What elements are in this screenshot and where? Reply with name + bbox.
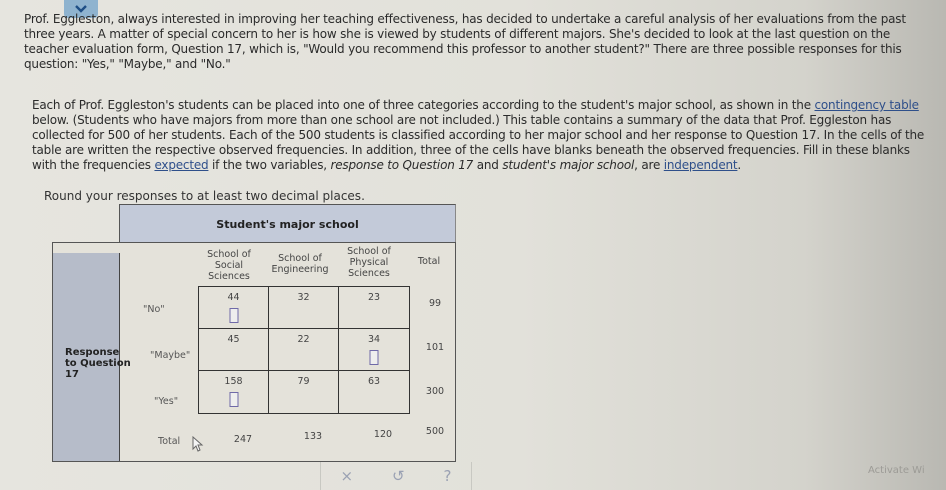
instructions-text: and xyxy=(473,158,503,172)
variable-name: student's major school xyxy=(502,158,635,172)
variable-name: response to Question 17 xyxy=(330,158,474,172)
instructions-text: below. (Students who have majors from more than one school are not included.) This table contains a summary of the data that Prof. Eggleston has collected for 500 of her students. Each of the 500 students is classified according to her major school and her response to Question 17. In the cells of the table are written the respective observed frequencies. In addition, three of the cells have blanks beneath the observed frequencies. Fill in these blanks with the frequencies xyxy=(32,113,925,172)
problem-instructions-paragraph xyxy=(32,98,937,173)
table-cell xyxy=(199,329,269,371)
instructions-text: , are xyxy=(634,158,664,172)
expected-input-no-social-sciences[interactable] xyxy=(229,308,238,323)
column-total-social-sciences: 247 xyxy=(233,434,253,445)
table-cell xyxy=(269,287,339,329)
observed-value: 63 xyxy=(367,376,381,387)
table-cell xyxy=(339,287,409,329)
column-group-header: Student's major school xyxy=(119,204,456,243)
mouse-cursor-icon xyxy=(192,436,204,452)
column-header-total: Total xyxy=(417,256,441,267)
table-cell xyxy=(269,329,339,371)
activate-windows-watermark: Activate Wi xyxy=(868,465,925,476)
row-header-maybe: "Maybe" xyxy=(150,350,191,361)
observed-value: 45 xyxy=(227,334,240,345)
answer-action-bar xyxy=(320,462,472,490)
column-total-engineering: 133 xyxy=(303,431,323,442)
observed-value: 23 xyxy=(367,292,381,303)
row-header-no: "No" xyxy=(143,304,165,315)
observed-frequency-grid xyxy=(198,286,410,414)
row-total-yes: 300 xyxy=(425,386,445,397)
help-button[interactable]: ? xyxy=(443,467,452,485)
observed-value: 22 xyxy=(297,334,310,345)
table-cell xyxy=(199,287,269,329)
column-total-physical-sciences: 120 xyxy=(373,429,393,440)
instructions-text: . xyxy=(737,158,742,172)
table-cell xyxy=(339,371,409,413)
instructions-text: Each of Prof. Eggleston's students can be placed into one of three categories according to the student's major school, as shown in the xyxy=(32,98,815,112)
observed-value: 158 xyxy=(224,376,243,387)
problem-intro-paragraph: Prof. Eggleston, always interested in improving her teaching effectiveness, has decided to undertake a careful analysis of her evaluations from the past three years. A matter of special concern to her is how she is viewed by students of different majors. She's decided to look at the last question on the teacher evaluation form, Question 17, which is, "Would you recommend this professor to another student?" There are three possible responses for this question: "Yes," "Maybe," and "No." xyxy=(24,12,906,71)
observed-value: 32 xyxy=(297,292,310,303)
row-group-header: Response to Question 17 xyxy=(65,347,131,380)
table-cell xyxy=(269,371,339,413)
contingency-table-link[interactable]: contingency table xyxy=(814,98,919,112)
row-total-no: 99 xyxy=(428,298,442,309)
column-header-social-sciences: School of Social Sciences xyxy=(207,249,251,282)
table-cell xyxy=(199,371,269,413)
instructions-text: if the two variables, xyxy=(208,158,331,172)
column-header-engineering: School of Engineering xyxy=(271,253,329,275)
rounding-note: Round your responses to at least two decimal places. xyxy=(44,189,365,203)
expected-input-maybe-physical-sciences[interactable] xyxy=(370,350,379,365)
observed-value: 34 xyxy=(367,334,381,345)
independent-link[interactable]: independent xyxy=(663,158,738,172)
grand-total: 500 xyxy=(425,426,445,437)
clear-button[interactable]: × xyxy=(340,467,354,485)
row-header-total: Total xyxy=(158,436,181,447)
expected-input-yes-social-sciences[interactable] xyxy=(229,392,238,407)
row-header-yes: "Yes" xyxy=(154,396,179,407)
row-total-maybe: 101 xyxy=(425,342,445,353)
column-header-physical-sciences: School of Physical Sciences xyxy=(347,246,391,279)
table-cell xyxy=(339,329,409,371)
observed-value: 44 xyxy=(227,292,240,303)
expected-link[interactable]: expected xyxy=(154,158,209,172)
observed-value: 79 xyxy=(297,376,310,387)
undo-button[interactable]: ↺ xyxy=(392,467,405,485)
